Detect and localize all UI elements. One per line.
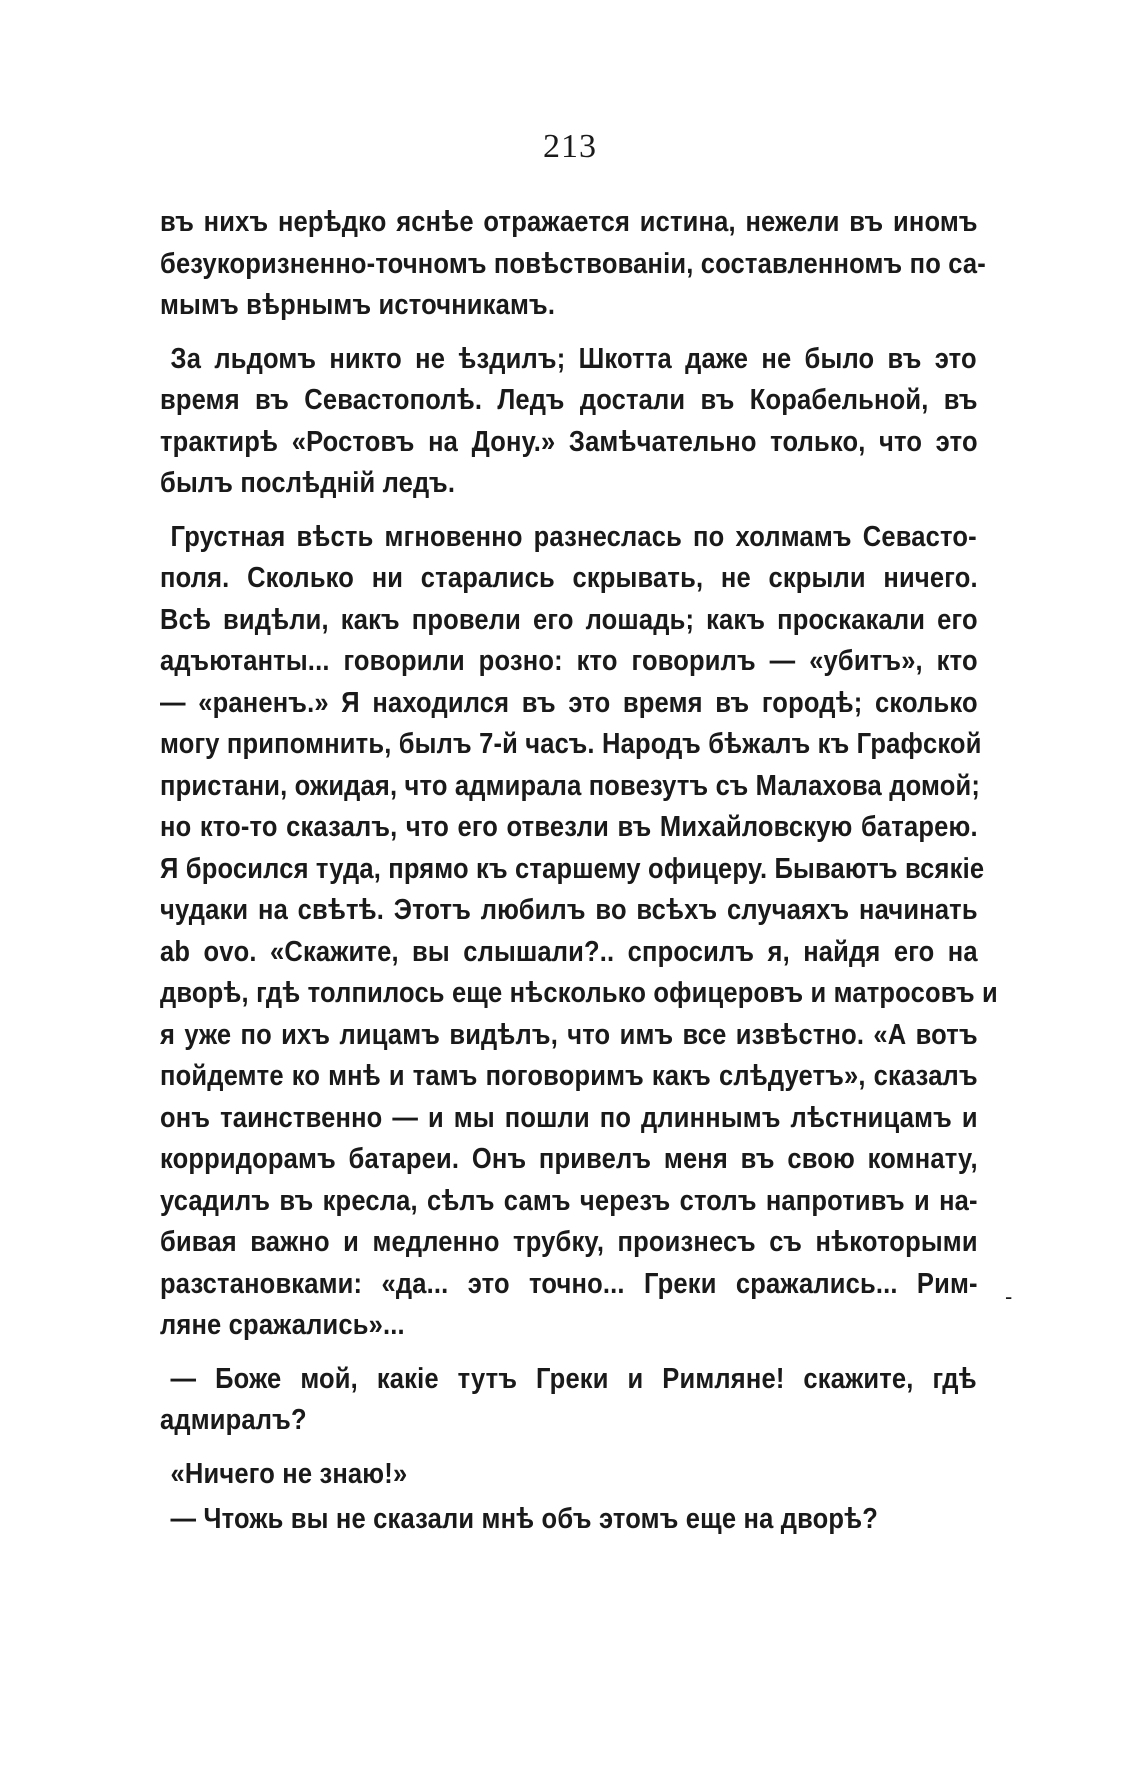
paragraph-4 [160, 1359, 978, 1442]
text-line: былъ послѣдній ледъ. [160, 467, 456, 499]
text-line: поля. Сколько ни старались скрывать, не скрыли ничего. [160, 562, 978, 594]
page-number: 213 [543, 128, 597, 165]
text-line: — Чтожь вы не сказали мнѣ объ этомъ еще на дворѣ? [170, 1503, 879, 1535]
text-line: Я бросился туда, прямо къ старшему офицеру. Бываютъ всякіе [160, 852, 985, 885]
page-body [160, 202, 998, 1541]
text-line: время въ Севастополѣ. Ледъ достали въ Корабельной, въ [160, 384, 978, 416]
text-line: — Боже мой, какіе тутъ Греки и Римляне! скажите, гдѣ [170, 1362, 977, 1395]
paragraph-1 [160, 202, 986, 327]
paragraph-3 [160, 517, 998, 1347]
text-line: дворѣ, гдѣ толпилось еще нѣсколько офицеровъ и матросовъ и [160, 977, 998, 1009]
text-line: ляне сражались»... [160, 1309, 405, 1341]
text-line: мымъ вѣрнымъ источникамъ. [160, 289, 556, 321]
text-line: — «раненъ.» Я находился въ это время въ городѣ; сколько [160, 686, 978, 719]
paragraph-2 [160, 339, 978, 505]
text-line: въ нихъ нерѣдко яснѣе отражается истина, нежели въ иномъ [160, 206, 978, 238]
text-line: но кто-то сказалъ, что его отвезли въ Михайловскую батарею. [160, 811, 978, 843]
text-line: бивая важно и медленно трубку, произнесъ съ нѣкоторыми [160, 1226, 978, 1258]
text-line: Всѣ видѣли, какъ провели его лошадь; какъ проскакали его [160, 603, 978, 636]
text-line: Грустная вѣсть мгновенно разнеслась по холмамъ Севасто- [170, 520, 977, 553]
text-line: чудаки на свѣтѣ. Этотъ любилъ во всѣхъ случаяхъ начинать [160, 894, 978, 926]
paragraph-5 [160, 1454, 978, 1496]
text-line: За льдомъ никто не ѣздилъ; Шкотта даже не было въ это [170, 342, 977, 375]
text-line: «Ничего не знаю!» [170, 1457, 408, 1490]
text-line: могу припомнить, былъ 7-й часъ. Народъ бѣжалъ къ Графской [160, 728, 982, 760]
text-line: трактирѣ «Ростовъ на Дону.» Замѣчательно только, что это [160, 425, 978, 458]
text-line: усадилъ въ кресла, сѣлъ самъ черезъ столъ напротивъ и на- [160, 1184, 978, 1217]
text-line: пойдемте ко мнѣ и тамъ поговоримъ какъ слѣдуетъ», сказалъ [160, 1060, 978, 1092]
margin-mark: - [1005, 1284, 1013, 1309]
text-line: адмиралъ? [160, 1404, 307, 1436]
text-line: адъютанты... говорили розно: кто говорилъ — «убитъ», кто [160, 645, 978, 677]
text-line: безукоризненно-точномъ повѣствованіи, составленномъ по са- [160, 247, 986, 280]
text-line: пристани, ожидая, что адмирала повезутъ съ Малахова домой; [160, 769, 981, 802]
text-line: я уже по ихъ лицамъ видѣлъ, что имъ все извѣстно. «А вотъ [160, 1018, 978, 1051]
text-line: разстановками: «да... это точно... Греки сражались... Рим- [160, 1267, 978, 1300]
text-line: корридорамъ батареи. Онъ привелъ меня въ свою комнату, [160, 1143, 978, 1175]
paragraph-6 [160, 1499, 978, 1541]
text-line: онъ таинственно — и мы пошли по длиннымъ лѣстницамъ и [160, 1101, 978, 1134]
text-line: ab ovo. «Скажите, вы слышали?.. спросилъ я, найдя его на [160, 935, 978, 968]
